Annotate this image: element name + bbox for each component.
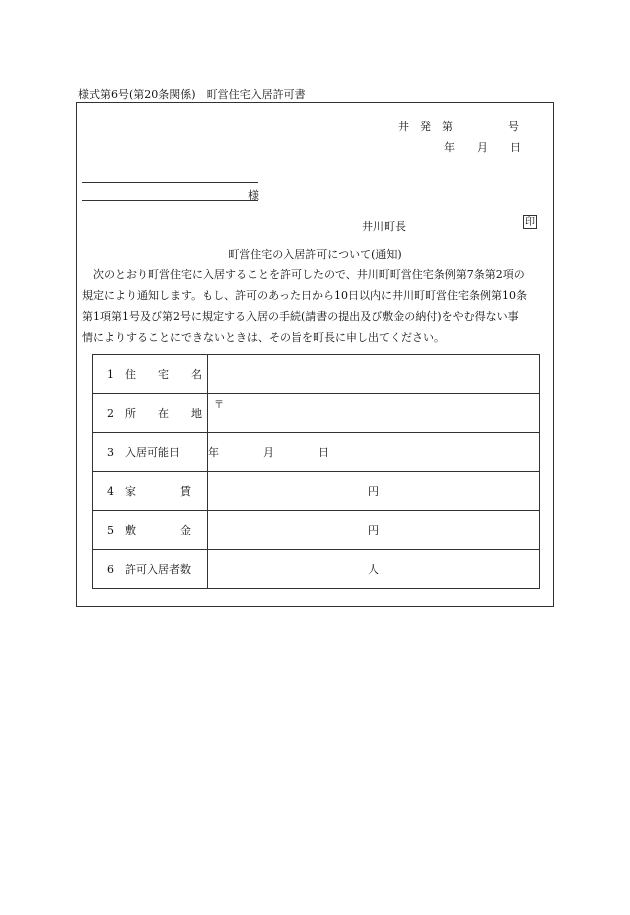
- recipient-address-line: [82, 182, 258, 183]
- issue-number: 井 発 第 号: [398, 120, 519, 133]
- issue-date: 年 月 日: [444, 141, 521, 154]
- row-label-move-in-date: 3 入居可能日: [93, 433, 208, 472]
- row-label-housing-name: 1 住 宅 名: [93, 355, 208, 394]
- table-row: [93, 511, 540, 550]
- recipient-name-line: [82, 200, 258, 201]
- form-title: 様式第6号(第20条関係) 町営住宅入居許可書: [78, 88, 306, 101]
- table-row: [93, 355, 540, 394]
- notice-title: 町営住宅の入居許可について(通知): [228, 248, 402, 261]
- housing-name-field[interactable]: [208, 355, 540, 394]
- row-label-location: 2 所 在 地: [93, 394, 208, 433]
- move-in-date-field[interactable]: 年 月 日: [208, 433, 540, 472]
- location-field[interactable]: [208, 394, 540, 433]
- row-label-rent: 4 家 賃: [93, 472, 208, 511]
- deposit-field[interactable]: 円: [208, 511, 540, 550]
- notice-line: 第1項第1号及び第2号に規定する入居の手続(請書の提出及び敷金の納付)をやむ得ない事: [82, 310, 519, 323]
- row-label-deposit: 5 敷 金: [93, 511, 208, 550]
- table-row: [93, 433, 540, 472]
- notice-body: [82, 264, 548, 348]
- rent-field[interactable]: 円: [208, 472, 540, 511]
- notice-line: 情によりすることにできないときは、その旨を町長に申し出てください。: [82, 331, 445, 344]
- table-row: [93, 394, 540, 433]
- table-row: [93, 472, 540, 511]
- occupants-field[interactable]: 人: [208, 550, 540, 589]
- recipient-suffix: 様: [248, 189, 259, 202]
- issuer-mayor: 井川町長: [362, 220, 406, 233]
- notice-line: 次のとおり町営住宅に入居することを許可したので、井川町町営住宅条例第7条第2項の: [82, 268, 525, 281]
- seal-stamp-box: 印: [525, 217, 535, 228]
- info-table: [92, 354, 540, 589]
- postal-mark: 〒: [214, 400, 224, 411]
- notice-line: 規定により通知します。もし、許可のあった日から10日以内に井川町町営住宅条例第10条: [82, 289, 528, 302]
- table-row: [93, 550, 540, 589]
- row-label-occupants: 6 許可入居者数: [93, 550, 208, 589]
